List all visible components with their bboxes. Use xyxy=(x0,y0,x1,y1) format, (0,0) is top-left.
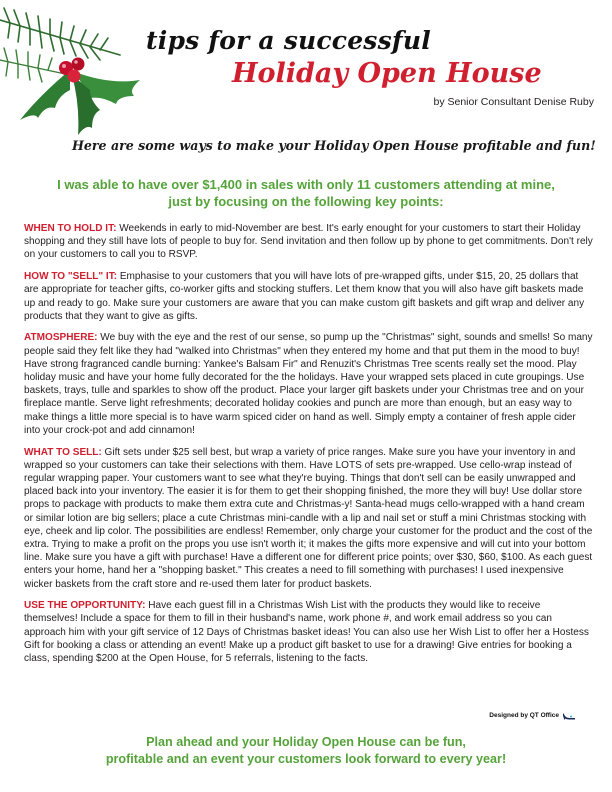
section-atmosphere xyxy=(24,331,594,437)
byline: by Senior Consultant Denise Ruby xyxy=(433,96,594,108)
section-what-to-sell xyxy=(24,446,594,591)
section-label: USE THE OPPORTUNITY: xyxy=(24,600,146,612)
section-label: ATMOSPHERE: xyxy=(24,332,98,344)
title-line1: tips for a successful xyxy=(146,26,431,55)
intro-line2: just by focusing on the following key points: xyxy=(168,194,444,209)
designer-credit-text: Designed by QT Office xyxy=(489,711,559,719)
section-label: WHAT TO SELL: xyxy=(24,446,102,458)
section-when-to-hold xyxy=(24,222,594,262)
designer-credit xyxy=(489,710,576,720)
page-title: Holiday Open House xyxy=(232,58,542,89)
tips-sections xyxy=(24,222,594,674)
high-heel-shoe-icon xyxy=(562,710,576,720)
section-text: Have each guest fill in a Christmas Wish List with the products they would like to receive themselves! Include a space for them to fill in their husband's name, work phone #, and work email address so you can approach him with your gift service of 12 Days of Christmas basket ideas! You can also use her Wish List to offer her a Hostess Gift for booking a class or attending an event! Make up a product gift basket to use for a drawing! Give entries for booking a class, spending $200 at the Open House, for 5 referrals, listening to the facts. xyxy=(24,600,589,665)
section-text: Weekends in early to mid-November are best. It's early enought for your customers to start their Holiday shopping and they still have lots of people to buy for. Send invitation and then follow up by phone to get commitments. Don't rely on your customers to call you to RSVP. xyxy=(24,223,593,261)
section-how-to-sell xyxy=(24,270,594,323)
closing-line1: Plan ahead and your Holiday Open House can be fun, xyxy=(146,735,466,749)
section-text: We buy with the eye and the rest of our sense, so pump up the "Christmas" sight, sounds and smells! So many people said they felt like they had "walked into Christmas" when they entered my home and that put them in the mood to buy! Have strong fragranced candle burning: Yankee's Balsam Fir" and Renuzit's Christmas Tree scents really set the mood. Play holiday music and have your home fully decorated for the the holidays. Have your wrapped sets placed in cute groupings. Use baskets, trays, tulle and sparkles to show off the product. Place your larger gift baskets under your Christmas tree and on your fireplace mantle. Serve light refreshments; decorated holiday cookies and punch are more than enough, but an easy way to make things a little more special is to have warm spiced cider on hand as well. Simply empty a container of fresh apple cider into your crock-pot and add cinnamon! xyxy=(24,332,593,436)
subtitle: Here are some ways to make your Holiday Open House profitable and fun! xyxy=(72,138,596,153)
section-text: Emphasise to your customers that you will have lots of pre-wrapped gifts, under $15, 20, 25 dollars that are appropriate for teacher gifts, co-worker gifts and stocking stuffers. Let them know that you will also have gift baskets made up and ready to go. Make sure your customers are aware that you can make custom gift baskets and gift wrap and deliver any products that they want to give as gifts. xyxy=(24,271,585,322)
intro-text xyxy=(24,176,588,210)
section-text: Gift sets under $25 sell best, but wrap a variety of price ranges. Make sure you have your inventory in and wrapped so your customers can take their selections with them. Have LOTS of sets pre-wrapped. Use cello-wrap instead of regular wrapping paper. Your customers want to see what they're buying. Things that don't sell can be easily unwrapped and placed back into your inventory. The easier it is for them to get their shopping finished, the more they will buy! Use dollar store props to package with products to make them extra cute and Christmas-y! Santa-head mugs cello-wrapped with a hand cream or similar lotion are big sellers; place a cute Christmas mini-candle with a lip and nail set or stuff a mini Christmas stocking with eye, cheek and lip color. The possibilities are endless! Remember, only charge your customer for the product and the cost of the extra. Trying to make a profit on the props you use isn't worth it; it makes the gifts more expensive and will cut into your bottom line. Make sure you have a gift with purchase! Have a different one for different price points; over $30, $60, $100. As each guest enters your home, hand her a "shopping basket." This creates a need to fill something with purchases! I used inexpensive wicker baskets from the craft store and re-used them later for product baskets. xyxy=(24,446,593,590)
intro-line1: I was able to have over $1,400 in sales with only 11 customers attending at mine, xyxy=(57,177,555,192)
section-use-opportunity xyxy=(24,599,594,665)
section-label: WHEN TO HOLD IT: xyxy=(24,223,117,234)
section-label: HOW TO "SELL" IT: xyxy=(24,271,118,283)
closing-text xyxy=(20,734,592,768)
closing-line2: profitable and an event your customers look forward to every year! xyxy=(105,752,507,766)
holly-branch-icon xyxy=(0,0,170,140)
